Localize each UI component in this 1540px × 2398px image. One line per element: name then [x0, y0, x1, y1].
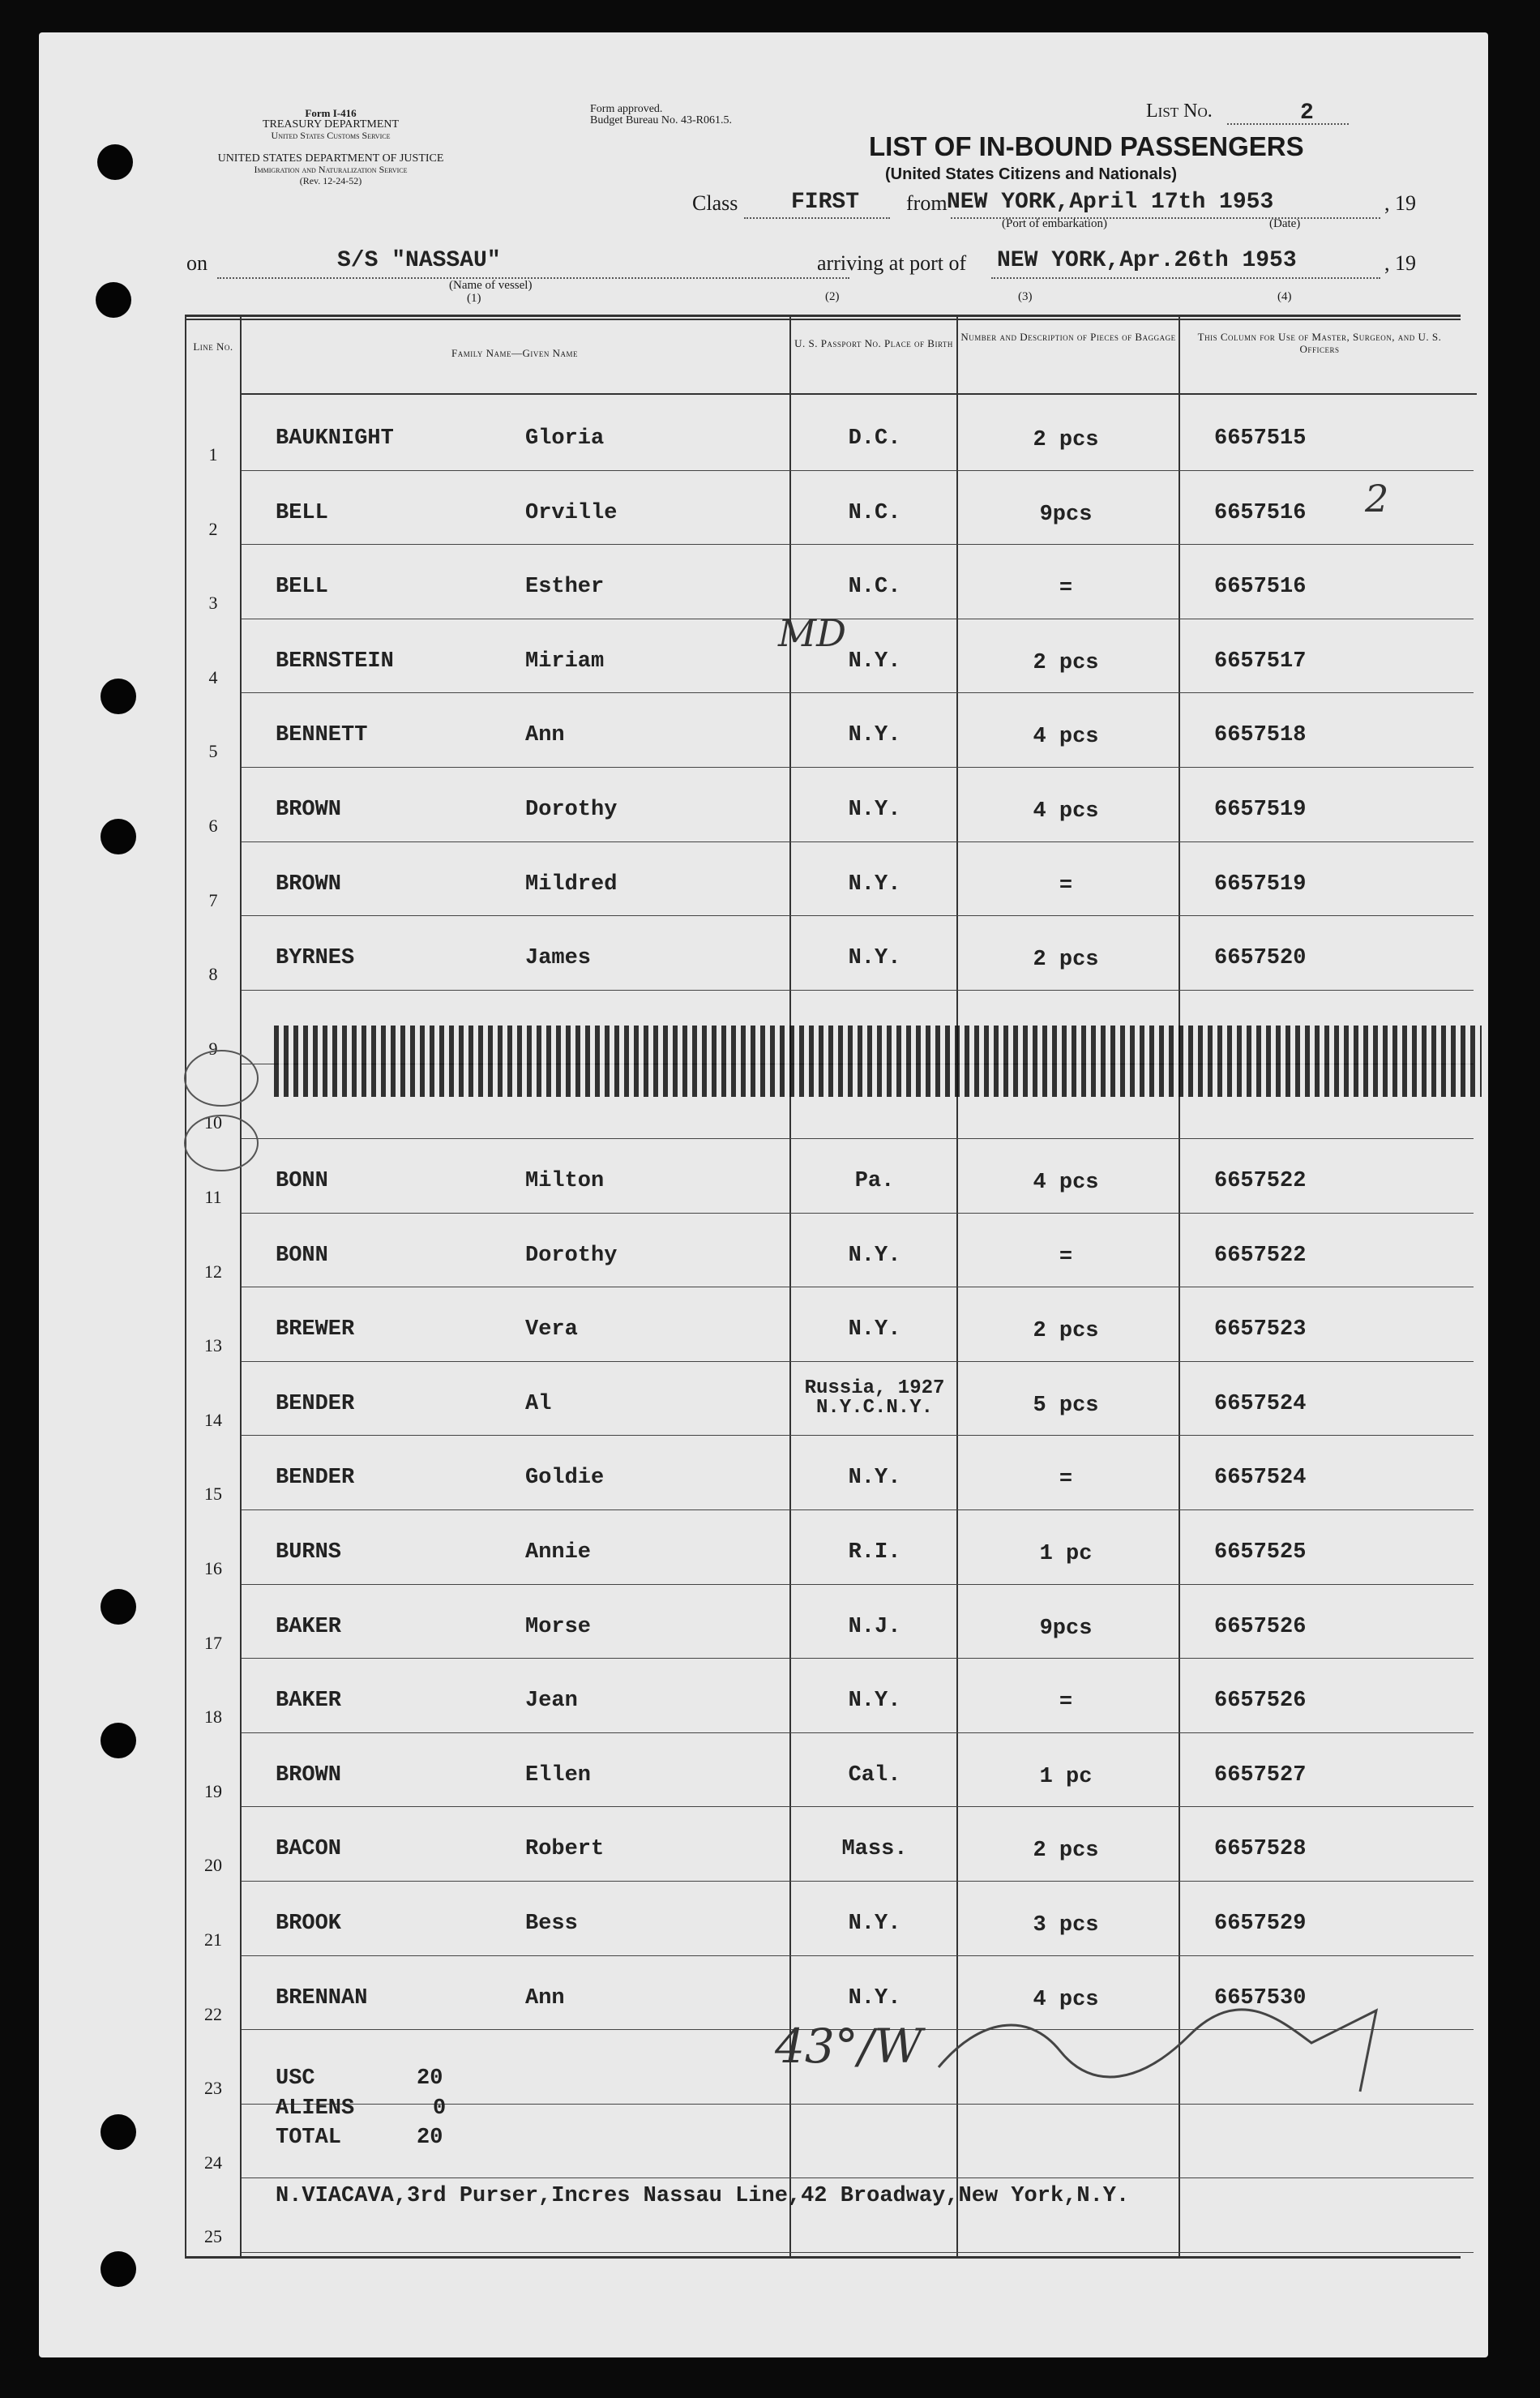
line-number: 15	[204, 1484, 222, 1505]
row-divider	[242, 692, 1474, 693]
handwritten-scrawl	[930, 1994, 1384, 2100]
row-divider	[242, 1806, 1474, 1807]
place-of-birth: N.Y.	[848, 798, 901, 822]
given-name: Ann	[525, 1985, 565, 2010]
place-of-birth: R.I.	[848, 1540, 901, 1565]
row-divider	[242, 2177, 1474, 2178]
place-of-birth: Pa.	[854, 1169, 895, 1193]
vessel-line	[217, 277, 849, 279]
row-divider	[242, 470, 1474, 471]
row-divider	[242, 841, 1474, 842]
family-name: BENDER	[276, 1391, 355, 1416]
given-name: Annie	[525, 1540, 592, 1565]
given-name: Milton	[525, 1169, 605, 1193]
row-divider	[242, 1509, 1474, 1510]
row-divider	[242, 1881, 1474, 1882]
vessel-caption-no: (1)	[467, 292, 481, 305]
header-passport: U. S. Passport No. Place of Birth	[794, 337, 953, 349]
given-name: Miriam	[525, 649, 605, 674]
row-divider	[242, 990, 1474, 991]
row-divider	[242, 544, 1474, 545]
date-caption: (Date)	[1269, 217, 1301, 230]
port-embark-caption: (Port of embarkation)	[1002, 217, 1107, 230]
line-number: 7	[208, 889, 218, 910]
baggage: 5 pcs	[1033, 1393, 1099, 1418]
given-name: Orville	[525, 500, 618, 525]
form-approved: Form approved.	[590, 103, 663, 115]
officer-number: 6657522	[1214, 1169, 1307, 1193]
year-suffix-2: , 19	[1384, 251, 1416, 275]
given-name: Bess	[525, 1912, 578, 1936]
place-of-birth: N.Y.	[848, 1689, 901, 1714]
handwritten-note: 43°/W	[775, 2019, 922, 2074]
baggage: =	[1059, 576, 1073, 602]
place-of-birth: N.Y.	[848, 1317, 901, 1342]
family-name: BYRNES	[276, 946, 355, 971]
given-name: Dorothy	[525, 1243, 618, 1268]
from-label: from	[906, 191, 948, 215]
place-of-birth: Russia, 1927 N.Y.C.N.Y.	[804, 1377, 945, 1419]
place-of-birth: N.J.	[848, 1614, 901, 1639]
justice-dept: UNITED STATES DEPARTMENT OF JUSTICE	[217, 152, 444, 165]
officer-number: 6657524	[1214, 1466, 1307, 1491]
given-name: Gloria	[525, 426, 605, 451]
total-label: TOTAL	[276, 2126, 342, 2150]
place-of-birth: N.C.	[848, 500, 901, 525]
baggage: 4 pcs	[1033, 799, 1099, 824]
baggage: 4 pcs	[1033, 725, 1099, 750]
officer-number: 6657519	[1214, 798, 1307, 822]
baggage: 3 pcs	[1033, 1913, 1099, 1938]
given-name: Al	[525, 1391, 552, 1416]
baggage: 2 pcs	[1033, 428, 1099, 452]
manifest-page	[39, 32, 1488, 2357]
vessel-value: S/S "NASSAU"	[337, 248, 501, 273]
line-number: 12	[204, 1261, 222, 1282]
row-divider	[242, 1732, 1474, 1733]
baggage: 4 pcs	[1033, 1987, 1099, 2012]
given-name: Esther	[525, 575, 605, 600]
handwritten-two: 2	[1365, 477, 1389, 520]
family-name: BENDER	[276, 1466, 355, 1491]
officer-number: 6657528	[1214, 1837, 1307, 1862]
given-name: Goldie	[525, 1466, 605, 1491]
usc-label: USC	[276, 2066, 315, 2091]
row-divider	[242, 2252, 1474, 2253]
family-name: BURNS	[276, 1540, 342, 1565]
line-number: 2	[208, 518, 218, 539]
row-divider	[242, 1584, 1474, 1585]
form-number: Form I-416	[305, 107, 357, 119]
officer-number: 6657522	[1214, 1243, 1307, 1268]
line-number: 1	[208, 444, 218, 465]
row-divider	[242, 915, 1474, 916]
place-of-birth: N.Y.	[848, 649, 901, 674]
given-name: Morse	[525, 1614, 592, 1639]
line-number: 22	[204, 2003, 222, 2024]
row-divider	[242, 1138, 1474, 1139]
class-label: Class	[692, 191, 738, 215]
given-name: Vera	[525, 1317, 578, 1342]
header-line-no: Line No.	[193, 340, 233, 353]
given-name: Mildred	[525, 871, 618, 897]
budget-bureau: Budget Bureau No. 43-R061.5.	[590, 114, 732, 126]
given-name: Ann	[525, 723, 565, 748]
class-line	[744, 217, 890, 219]
place-of-birth: D.C.	[848, 426, 901, 451]
place-of-birth: N.Y.	[848, 1243, 901, 1268]
baggage: 1 pc	[1039, 1764, 1093, 1789]
officer-number: 6657523	[1214, 1317, 1307, 1342]
family-name: BAKER	[276, 1614, 342, 1639]
page-title: LIST OF IN-BOUND PASSENGERS	[869, 131, 1304, 161]
family-name: BROOK	[276, 1912, 342, 1936]
line-number: 13	[204, 1335, 222, 1356]
row-divider	[242, 1955, 1474, 1956]
officer-number: 6657527	[1214, 1762, 1307, 1788]
list-no-value: 2	[1300, 101, 1314, 126]
baggage: 2 pcs	[1033, 948, 1099, 973]
punch-hole	[101, 1723, 136, 1758]
line-number: 5	[208, 741, 218, 762]
aliens-value: 0	[433, 2096, 447, 2121]
baggage: =	[1059, 1690, 1073, 1715]
list-no-line	[1227, 123, 1349, 125]
officer-number: 6657518	[1214, 723, 1307, 748]
on-label: on	[186, 251, 207, 275]
line-number: 16	[204, 1558, 222, 1578]
officer-number: 6657517	[1214, 649, 1307, 674]
officer-number: 6657515	[1214, 426, 1307, 451]
given-name: Jean	[525, 1689, 578, 1714]
page-subtitle: (United States Citizens and Nationals)	[885, 165, 1178, 183]
baggage: =	[1059, 1244, 1073, 1270]
baggage: 9pcs	[1039, 502, 1093, 527]
place-of-birth: Cal.	[848, 1762, 901, 1788]
revision-date: (Rev. 12-24-52)	[299, 175, 362, 186]
row-divider	[242, 2104, 1474, 2105]
officer-number: 6657530	[1214, 1985, 1307, 2010]
given-name: Ellen	[525, 1762, 592, 1788]
line-number: 17	[204, 1632, 222, 1653]
row-divider	[242, 1361, 1474, 1362]
header-name: Family Name—Given Name	[451, 347, 578, 359]
family-name: BROWN	[276, 1762, 342, 1788]
line-number: 3	[208, 593, 218, 614]
punch-hole	[101, 819, 136, 854]
punch-hole	[101, 2114, 136, 2150]
family-name: BAKER	[276, 1689, 342, 1714]
family-name: BRENNAN	[276, 1985, 368, 2010]
aliens-label: ALIENS	[276, 2096, 355, 2121]
row-divider	[242, 767, 1474, 768]
family-name: BERNSTEIN	[276, 649, 394, 674]
list-no-label: List No.	[1146, 101, 1213, 122]
row-divider	[242, 1435, 1474, 1436]
place-of-birth: Mass.	[841, 1837, 908, 1862]
line-number: 18	[204, 1706, 222, 1728]
family-name: BREWER	[276, 1317, 355, 1342]
place-of-birth: N.Y.	[848, 871, 901, 897]
line-number: 20	[204, 1855, 222, 1876]
family-name: BENNETT	[276, 723, 368, 748]
usc-value: 20	[417, 2066, 443, 2091]
ins-service: Immigration and Naturalization Service	[254, 164, 408, 175]
arriving-value: NEW YORK,Apr.26th 1953	[997, 248, 1297, 273]
baggage: =	[1059, 1467, 1073, 1492]
baggage: =	[1059, 873, 1073, 898]
baggage: 1 pc	[1039, 1542, 1093, 1566]
line-number: 21	[204, 1929, 222, 1950]
officer-number: 6657526	[1214, 1689, 1307, 1714]
line-number: 11	[204, 1187, 222, 1207]
place-of-birth: N.Y.	[848, 946, 901, 971]
punch-hole	[96, 282, 131, 318]
place-of-birth: N.Y.	[848, 723, 901, 748]
from-value: NEW YORK,April 17th 1953	[947, 190, 1274, 215]
officer-number: 6657519	[1214, 871, 1307, 897]
header-baggage: Number and Description of Pieces of Baggage	[960, 331, 1176, 343]
punch-hole	[97, 144, 133, 180]
baggage: 2 pcs	[1033, 650, 1099, 675]
header-divider	[240, 393, 1477, 395]
total-value: 20	[417, 2126, 443, 2150]
line-number: 9	[208, 1038, 218, 1059]
punch-hole	[101, 1589, 136, 1625]
family-name: BROWN	[276, 871, 342, 897]
circled-line-numbers	[177, 1038, 274, 1200]
place-of-birth: N.C.	[848, 575, 901, 600]
class-value: FIRST	[791, 190, 860, 215]
family-name: BROWN	[276, 798, 342, 822]
place-of-birth: N.Y.	[848, 1466, 901, 1491]
baggage: 9pcs	[1039, 1616, 1093, 1641]
punch-hole	[101, 2251, 136, 2287]
given-name: Dorothy	[525, 798, 618, 822]
row-divider	[242, 1213, 1474, 1214]
customs-service: United States Customs Service	[271, 130, 391, 141]
punch-hole	[101, 679, 136, 714]
arriving-label: arriving at port of	[817, 251, 967, 275]
line-number: 23	[204, 2078, 222, 2099]
line-number: 4	[208, 666, 218, 687]
line-number: 24	[204, 2152, 222, 2173]
family-name: BACON	[276, 1837, 342, 1862]
officer-number: 6657529	[1214, 1912, 1307, 1936]
line-number: 10	[204, 1112, 222, 1133]
line-number: 14	[204, 1409, 222, 1430]
officer-number: 6657516	[1214, 575, 1307, 600]
family-name: BELL	[276, 575, 328, 600]
officer-number: 6657526	[1214, 1614, 1307, 1639]
family-name: BAUKNIGHT	[276, 426, 394, 451]
handwritten-md: MD	[778, 611, 846, 655]
place-of-birth: N.Y.	[848, 1985, 901, 2010]
given-name: Robert	[525, 1837, 605, 1862]
officer-number: 6657520	[1214, 946, 1307, 971]
year-suffix: , 19	[1384, 191, 1416, 215]
row-divider	[242, 1658, 1474, 1659]
struck-out-rows	[274, 1026, 1482, 1097]
line-number: 8	[208, 964, 218, 985]
baggage: 4 pcs	[1033, 1171, 1099, 1195]
vessel-caption: (Name of vessel)	[449, 279, 533, 292]
given-name: James	[525, 946, 592, 971]
col-no-2: (2)	[825, 290, 840, 303]
officer-number: 6657524	[1214, 1391, 1307, 1416]
line-number: 25	[204, 2226, 222, 2247]
header-officers: This Column for Use of Master, Surgeon, and U. S. Officers	[1197, 331, 1442, 355]
baggage: 2 pcs	[1033, 1839, 1099, 1864]
col-no-4: (4)	[1277, 290, 1292, 303]
family-name: BONN	[276, 1169, 328, 1193]
officer-number: 6657525	[1214, 1540, 1307, 1565]
arriving-line	[991, 277, 1380, 279]
family-name: BONN	[276, 1243, 328, 1268]
officer-number: 6657516	[1214, 500, 1307, 525]
family-name: BELL	[276, 500, 328, 525]
baggage: 2 pcs	[1033, 1319, 1099, 1344]
line-number: 6	[208, 816, 218, 836]
line-number: 19	[204, 1780, 222, 1801]
place-of-birth: N.Y.	[848, 1912, 901, 1936]
treasury-dept: TREASURY DEPARTMENT	[262, 118, 400, 131]
purser-signature-line: N.VIACAVA,3rd Purser,Incres Nassau Line,42 Broadway,New York,N.Y.	[276, 2184, 1130, 2208]
col-no-3: (3)	[1018, 290, 1033, 303]
